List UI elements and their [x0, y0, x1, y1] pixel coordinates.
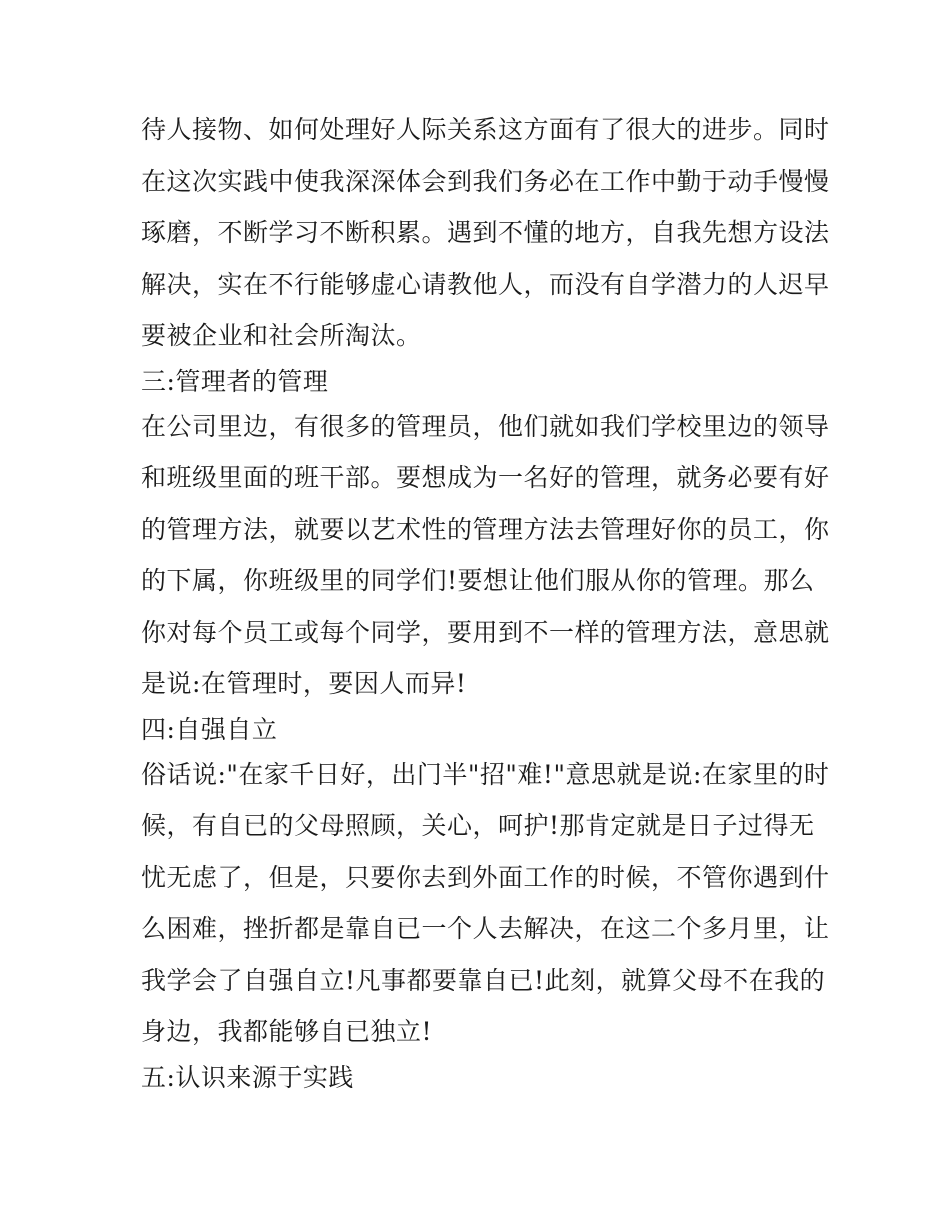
section-heading: 四:自强自立	[141, 714, 278, 744]
document-body	[141, 104, 830, 1097]
paragraph-line: 候，有自已的父母照顾，关心，呵护!那肯定就是日子过得无	[141, 811, 815, 840]
paragraph-line: 琢磨，不断学习不断积累。遇到不懂的地方，自我先想方设法	[141, 218, 830, 247]
paragraph-line: 我学会了自强自立!凡事都要靠自已!此刻，就算父母不在我的	[141, 965, 826, 995]
paragraph-line: 身边，我都能够自已独立!	[141, 1017, 433, 1046]
paragraph-line: 解决，实在不行能够虚心请教他人，而没有自学潜力的人迟早	[141, 269, 830, 299]
paragraph-line: 是说:在管理时，要因人而异!	[141, 669, 467, 698]
paragraph-line: 的下属，你班级里的同学们!要想让他们服从你的管理。那么	[141, 566, 815, 595]
section-heading: 五:认识来源于实践	[141, 1062, 354, 1092]
paragraph-line: 和班级里面的班干部。要想成为一名好的管理，就务必要有好	[141, 463, 830, 492]
paragraph-line: 你对每个员工或每个同学，要用到不一样的管理方法，意思就	[141, 617, 830, 647]
paragraph-line: 在公司里边，有很多的管理员，他们就如我们学校里边的领导	[141, 411, 830, 441]
section-heading: 三:管理者的管理	[141, 366, 329, 396]
paragraph-line: 俗话说:"在家千日好，出门半"招"难!"意思就是说:在家里的时	[141, 759, 830, 789]
paragraph-line: 待人接物、如何处理好人际关系这方面有了很大的进步。同时	[141, 115, 830, 144]
paragraph-line: 的管理方法，就要以艺术性的管理方法去管理好你的员工，你	[141, 514, 830, 544]
paragraph-line: 忧无虑了，但是，只要你去到外面工作的时候，不管你遇到什	[141, 862, 830, 892]
paragraph-line: 么困难，挫折都是靠自已一个人去解决，在这二个多月里，让	[141, 914, 830, 943]
paragraph-line: 在这次实践中使我深深体会到我们务必在工作中勤于动手慢慢	[141, 166, 830, 196]
paragraph-line: 要被企业和社会所淘汰。	[141, 321, 422, 350]
